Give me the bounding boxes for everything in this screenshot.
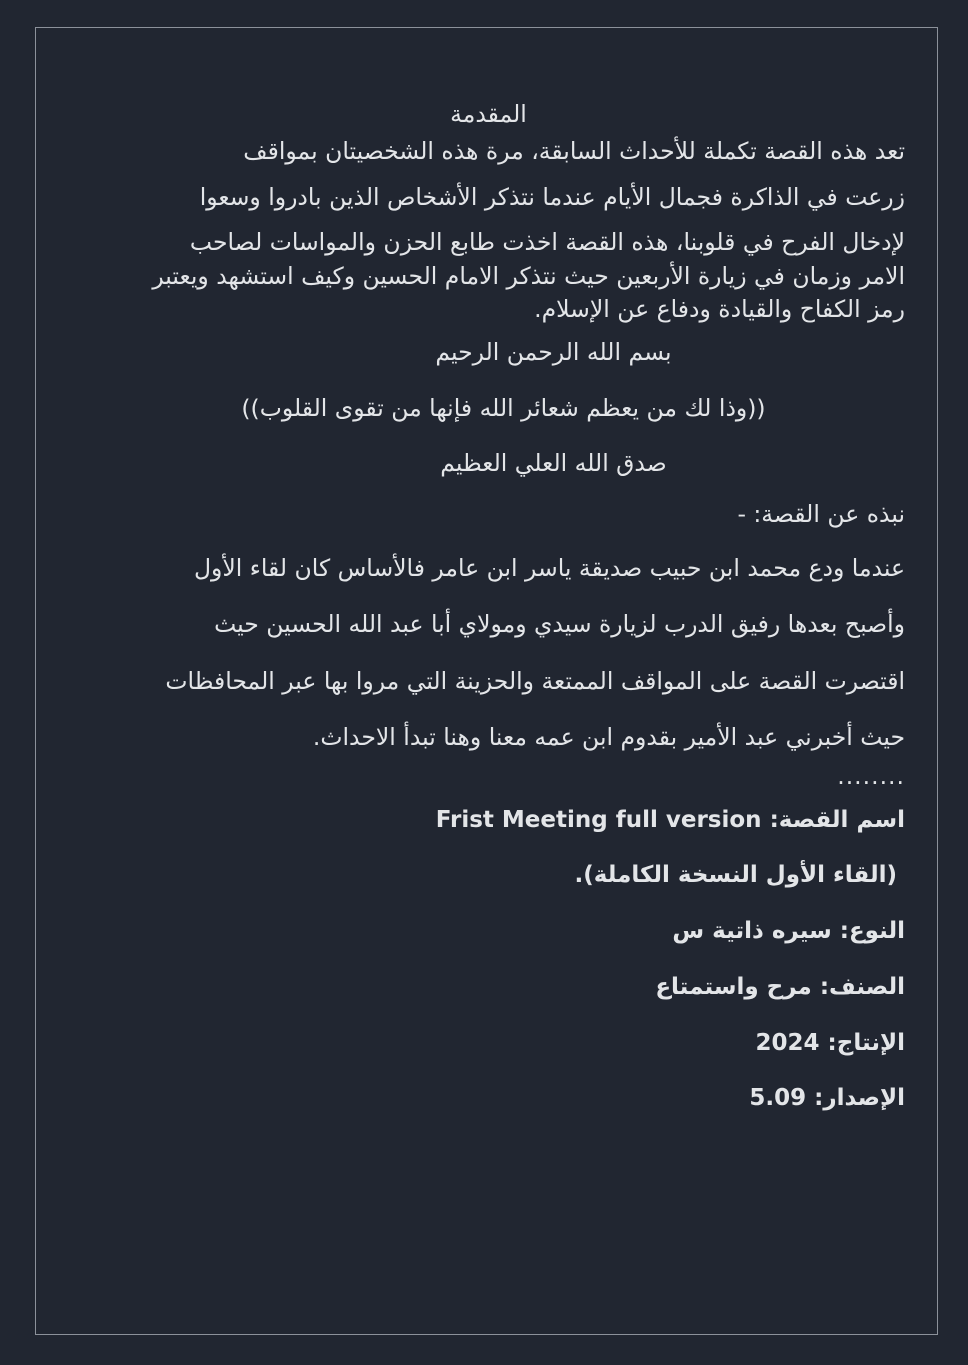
meta-version-value: 5.09 [749,1085,807,1112]
meta-genre-label: الصنف: [819,973,905,1000]
meta-genre-value: مرح واستمتاع [655,973,812,1000]
meta-type-row [72,917,905,946]
ellipsis-separator: ........ [837,762,905,791]
intro-line: الامر وزمان في زيارة الأربعين حيث نتذكر الامام الحسين وكيف استشهد ويعتبر [152,261,905,290]
meta-title-value: Frist Meeting full version [435,806,762,833]
meta-version-row [72,1084,905,1113]
intro-line: تعد هذه القصة تكملة للأحداث السابقة، مرة هذه الشخصيتان بمواقف [243,137,905,166]
about-line: اقتصرت القصة على المواقف الممتعة والحزينة التي مروا بها عبر المحافظات [165,666,905,695]
verse-text: ((وذا لك من يعظم شعائر الله فإنها من تقوى القلوب)) [241,393,766,422]
intro-line: زرعت في الذاكرة فجمال الأيام عندما نتذكر الأشخاص الذين بادروا وسعوا [199,182,905,211]
basmala: بسم الله الرحمن الرحيم [435,338,672,367]
document-body [72,100,905,1140]
about-heading: نبذه عن القصة: - [737,500,905,529]
meta-type-value: سيره ذاتية س [672,918,832,945]
meta-type-label: النوع: [839,918,905,945]
about-line: عندما ودع محمد ابن حبيب صديقة ياسر ابن عامر فالأساس كان لقاء الأول [193,553,905,582]
intro-heading: المقدمة [450,100,527,128]
about-line: وأصبح بعدها رفيق الدرب لزيارة سيدي ومولاي أبا عبد الله الحسين حيث [214,610,905,639]
meta-genre-row [72,973,905,1002]
intro-paragraph [72,137,905,324]
story-metadata [72,806,905,1114]
meta-version-label: الإصدار: [814,1085,905,1112]
intro-line: رمز الكفاح والقيادة ودفاع عن الإسلام. [534,294,905,323]
intro-line: لإدخال الفرح في قلوبنا، هذه القصة اخذت طابع الحزن والمواسات لصاحب [189,228,905,257]
meta-production-value: 2024 [755,1029,820,1056]
meta-production-row [72,1029,905,1058]
meta-production-label: الإنتاج: [827,1029,905,1056]
about-paragraph [72,554,905,753]
meta-title-row [72,806,905,835]
meta-title-label: اسم القصة: [769,806,905,833]
quran-verse-block [72,338,905,478]
meta-title-translation: (القاء الأول النسخة الكاملة). [574,862,897,889]
about-line: حيث أخبرني عبد الأمير بقدوم ابن عمه معنا وهنا تبدأ الاحداث. [312,722,905,751]
verse-closing: صدق الله العلي العظيم [440,449,667,477]
